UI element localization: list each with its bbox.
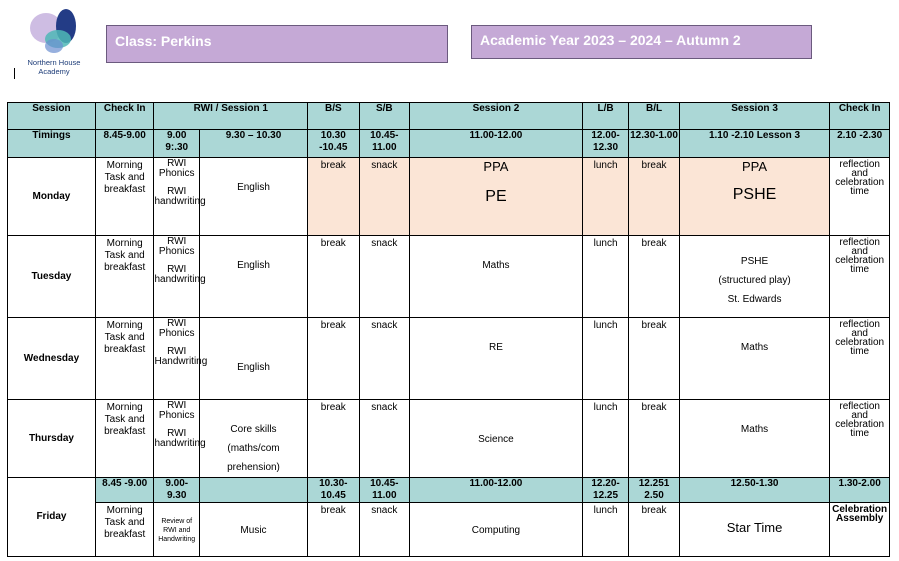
timing-checkin2: 1.30-2.00 bbox=[830, 478, 890, 503]
cell-bl: break bbox=[629, 318, 680, 400]
cell-bs: break bbox=[308, 318, 360, 400]
cell-bs: break bbox=[308, 236, 360, 318]
cell-session2: Computing bbox=[410, 503, 583, 557]
timing-session3: 12.50-1.30 bbox=[679, 478, 830, 503]
row-tuesday bbox=[8, 236, 890, 318]
cell-session2: PPA PE bbox=[410, 158, 583, 236]
timetable bbox=[7, 102, 890, 557]
cell-checkin: Morning Task and breakfast bbox=[95, 318, 154, 400]
day-label: Thursday bbox=[8, 400, 96, 478]
text-cursor bbox=[14, 68, 15, 79]
cell-session1: English bbox=[199, 318, 307, 400]
timing-sb: 10.45-11.00 bbox=[359, 130, 410, 158]
cell-sb: snack bbox=[359, 236, 410, 318]
cell-bs: break bbox=[308, 400, 360, 478]
timing-bs: 10.30- 10.45 bbox=[308, 478, 360, 503]
timing-checkin: 8.45-9.00 bbox=[95, 130, 154, 158]
col-session2: Session 2 bbox=[410, 103, 583, 130]
cell-lb: lunch bbox=[582, 318, 628, 400]
cell-session2: RE bbox=[410, 318, 583, 400]
cell-checkin: Morning Task and breakfast bbox=[95, 158, 154, 236]
cell-rwi: RWI Phonics RWI Handwriting bbox=[154, 318, 199, 400]
cell-session1: Music bbox=[199, 503, 307, 557]
row-monday bbox=[8, 158, 890, 236]
col-checkin2: Check In bbox=[830, 103, 890, 130]
cell-bl: break bbox=[629, 158, 680, 236]
school-name: Northern House Academy bbox=[27, 58, 81, 76]
timing-session1 bbox=[199, 478, 307, 503]
year-title: Academic Year 2023 – 2024 – Autumn 2 bbox=[480, 32, 741, 48]
cell-session3: Maths bbox=[679, 318, 830, 400]
timing-rwi: 9.00 9:.30 bbox=[154, 130, 199, 158]
cell-checkin: Morning Task and breakfast bbox=[95, 503, 154, 557]
cell-bl: break bbox=[629, 236, 680, 318]
cell-bl: break bbox=[629, 503, 680, 557]
row-thursday bbox=[8, 400, 890, 478]
timing-bl: 12.30-1.00 bbox=[629, 130, 680, 158]
cell-lb: lunch bbox=[582, 400, 628, 478]
day-label: Monday bbox=[8, 158, 96, 236]
cell-session3: PSHE (structured play) St. Edwards bbox=[679, 236, 830, 318]
cell-rwi: Review of RWI and Handwriting bbox=[154, 503, 199, 557]
cell-session3: Maths bbox=[679, 400, 830, 478]
friday-timings-row bbox=[8, 478, 890, 503]
cell-checkin2: reflection and celebration time bbox=[830, 400, 890, 478]
timing-session3: 1.10 -2.10 Lesson 3 bbox=[679, 130, 830, 158]
cell-rwi: RWI Phonics RWI handwriting bbox=[154, 158, 199, 236]
cell-sb: snack bbox=[359, 318, 410, 400]
cell-sb: snack bbox=[359, 158, 410, 236]
class-title-box bbox=[106, 25, 448, 63]
cell-lb: lunch bbox=[582, 236, 628, 318]
timing-lb: 12.00-12.30 bbox=[582, 130, 628, 158]
cell-bs: break bbox=[308, 158, 360, 236]
cell-checkin: Morning Task and breakfast bbox=[95, 236, 154, 318]
timings-label: Timings bbox=[8, 130, 96, 158]
timing-session2: 11.00-12.00 bbox=[410, 130, 583, 158]
cell-checkin2: Celebration Assembly bbox=[830, 503, 890, 557]
year-title-box bbox=[471, 25, 812, 59]
cell-bl: break bbox=[629, 400, 680, 478]
timing-session1: 9.30 – 10.30 bbox=[199, 130, 307, 158]
cell-session3: Star Time bbox=[679, 503, 830, 557]
cell-bs: break bbox=[308, 503, 360, 557]
col-session: Session bbox=[8, 103, 96, 130]
col-bs: B/S bbox=[308, 103, 360, 130]
cell-checkin2: reflection and celebration time bbox=[830, 158, 890, 236]
col-session3: Session 3 bbox=[679, 103, 830, 130]
col-rwi-session1: RWI / Session 1 bbox=[154, 103, 308, 130]
row-friday bbox=[8, 503, 890, 557]
day-label: Wednesday bbox=[8, 318, 96, 400]
day-label: Tuesday bbox=[8, 236, 96, 318]
timing-lb: 12.20- 12.25 bbox=[582, 478, 628, 503]
col-checkin: Check In bbox=[95, 103, 154, 130]
cell-checkin2: reflection and celebration time bbox=[830, 318, 890, 400]
cell-rwi: RWI Phonics RWI handwriting bbox=[154, 400, 199, 478]
cell-session1: English bbox=[199, 158, 307, 236]
cell-session1: English bbox=[199, 236, 307, 318]
timing-checkin: 8.45 -9.00 bbox=[95, 478, 154, 503]
cell-sb: snack bbox=[359, 503, 410, 557]
col-bl: B/L bbox=[629, 103, 680, 130]
timing-session2: 11.00-12.00 bbox=[410, 478, 583, 503]
cell-session2: Maths bbox=[410, 236, 583, 318]
row-wednesday bbox=[8, 318, 890, 400]
cell-checkin2: reflection and celebration time bbox=[830, 236, 890, 318]
cell-session3: PPA PSHE bbox=[679, 158, 830, 236]
header-row bbox=[8, 103, 890, 130]
cell-lb: lunch bbox=[582, 503, 628, 557]
col-lb: L/B bbox=[582, 103, 628, 130]
timing-bl: 12.251 2.50 bbox=[629, 478, 680, 503]
timing-sb: 10.45- 11.00 bbox=[359, 478, 410, 503]
timing-checkin2: 2.10 -2.30 bbox=[830, 130, 890, 158]
timing-rwi: 9.00- 9.30 bbox=[154, 478, 199, 503]
timing-bs: 10.30 -10.45 bbox=[308, 130, 360, 158]
class-title: Class: Perkins bbox=[115, 33, 212, 49]
cell-lb: lunch bbox=[582, 158, 628, 236]
cell-session1: Core skills (maths/com prehension) bbox=[199, 400, 307, 478]
timings-row bbox=[8, 130, 890, 158]
col-sb: S/B bbox=[359, 103, 410, 130]
cell-rwi: RWI Phonics RWI handwriting bbox=[154, 236, 199, 318]
cell-sb: snack bbox=[359, 400, 410, 478]
cell-checkin: Morning Task and breakfast bbox=[95, 400, 154, 478]
day-label: Friday bbox=[8, 478, 96, 557]
cell-session2: Science bbox=[410, 400, 583, 478]
